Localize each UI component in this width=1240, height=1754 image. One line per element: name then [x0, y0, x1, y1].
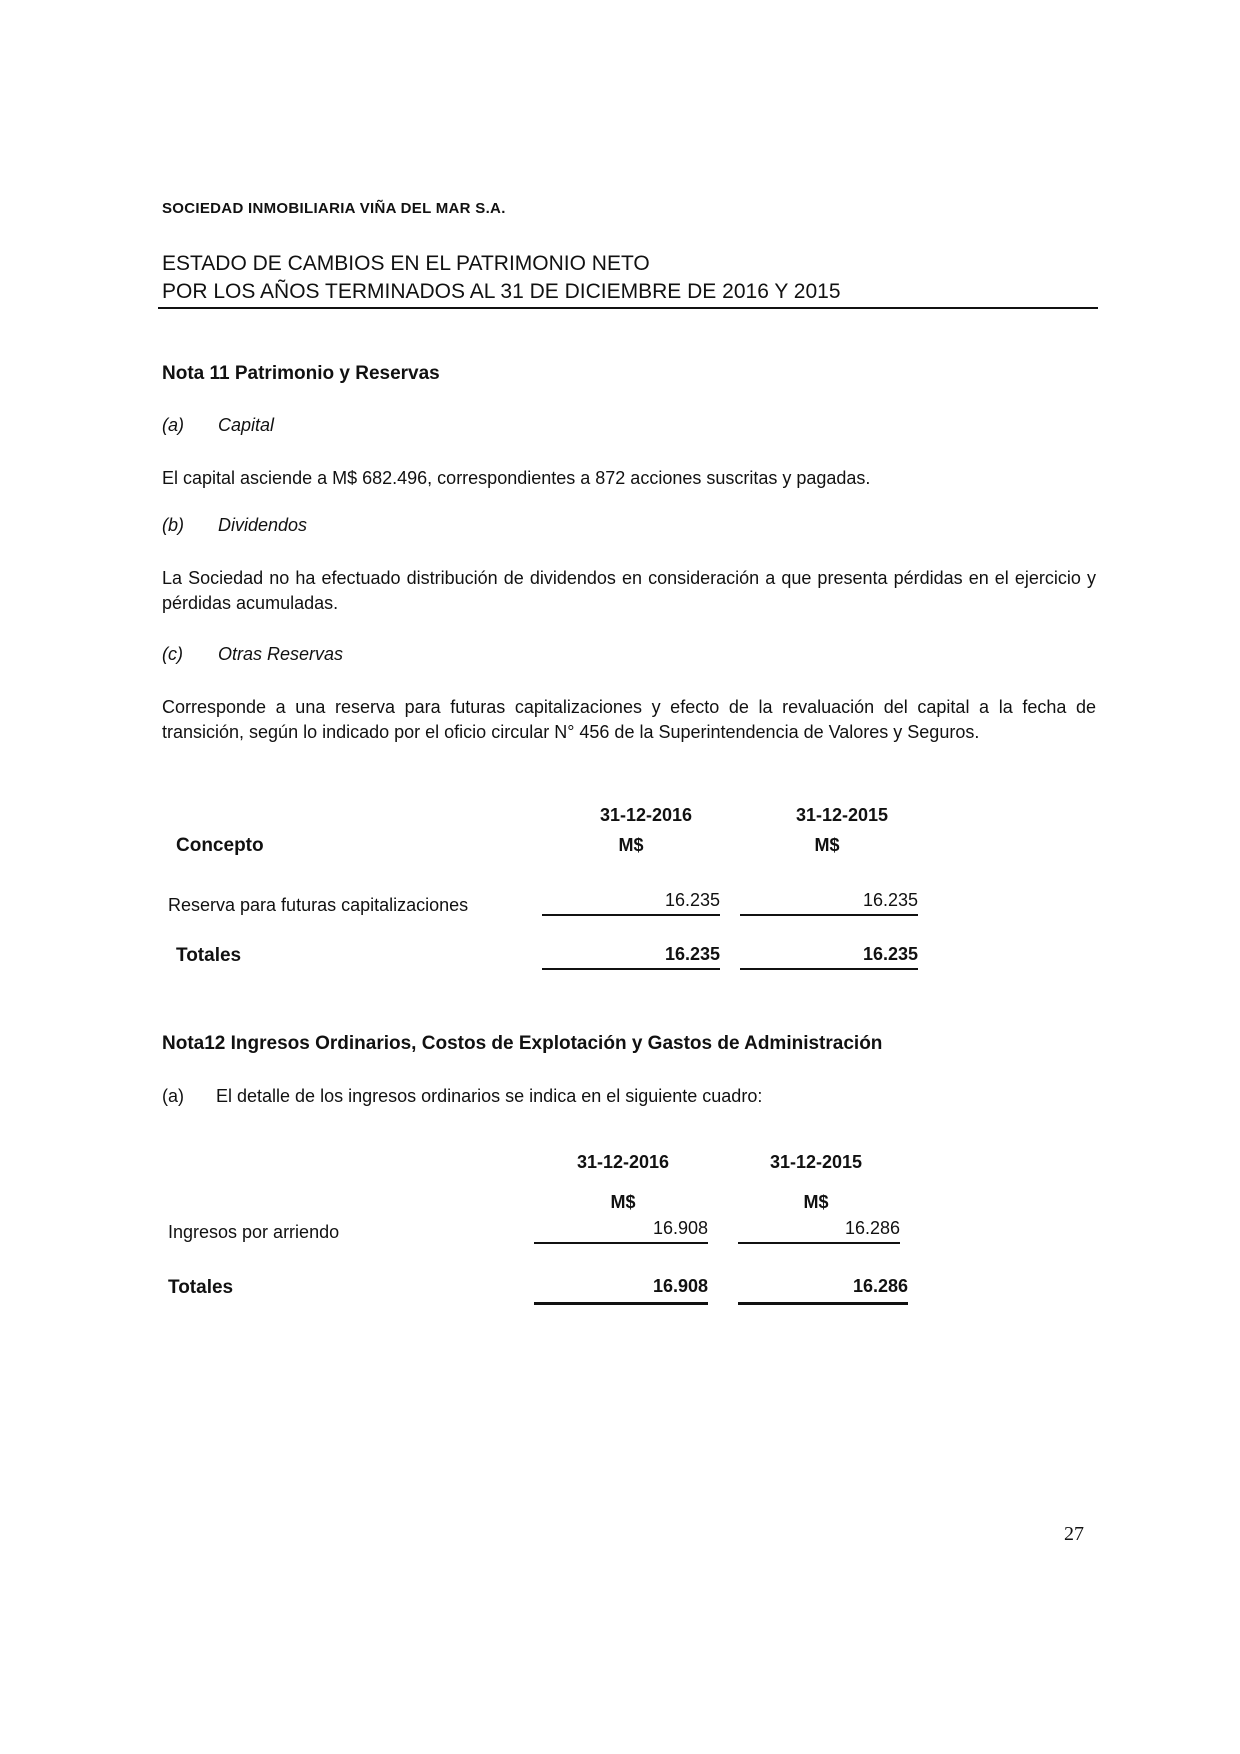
nota12-heading: Nota12 Ingresos Ordinarios, Costos de Explotación y Gastos de Administración [162, 1033, 883, 1054]
page-number: 27 [1064, 1523, 1084, 1545]
table2-row-value-2015: 16.286 [738, 1218, 900, 1244]
nota11-a-subheading [162, 415, 274, 436]
nota11-c-title: Otras Reservas [218, 644, 344, 664]
table1-total-value-2016: 16.235 [542, 944, 720, 970]
table2-total-value-2015: 16.286 [738, 1276, 908, 1305]
table1-col2-unit: M$ [814, 835, 840, 855]
nota11-c-paragraph: Corresponde a una reserva para futuras capitalizaciones y efecto de la revaluación del capital a la fecha de transición, según lo indicado por el oficio circular N° 456 de la Superintendencia de Valores y Seguros. [162, 697, 1096, 742]
nota11-b-subheading [162, 515, 307, 536]
statement-title: ESTADO DE CAMBIOS EN EL PATRIMONIO NETO [162, 252, 650, 275]
table1-row-value-2016: 16.235 [542, 890, 720, 916]
table2-row-value-2016: 16.908 [534, 1218, 708, 1244]
table2-col2-unit: M$ [803, 1192, 829, 1212]
nota11-a-title: Capital [218, 415, 275, 435]
header-divider [158, 307, 1098, 309]
nota11-a-label: (a) [162, 415, 184, 435]
company-name: SOCIEDAD INMOBILIARIA VIÑA DEL MAR S.A. [162, 200, 506, 217]
table2-total-value-2016: 16.908 [534, 1276, 708, 1305]
table1-col1-unit: M$ [618, 835, 644, 855]
table2-col2-date: 31-12-2015 [769, 1152, 863, 1172]
table2-col1-unit: M$ [610, 1192, 636, 1212]
table2-row-label: Ingresos por arriendo [168, 1222, 340, 1242]
table1-row-label: Reserva para futuras capitalizaciones [168, 895, 469, 915]
nota11-c-subheading [162, 644, 343, 665]
table1-total-label: Totales [176, 945, 242, 966]
nota11-b-label: (b) [162, 515, 184, 535]
nota11-b-paragraph: La Sociedad no ha efectuado distribución de dividendos en consideración a que presenta pérdidas en el ejercicio y pérdidas acumuladas. [162, 568, 1096, 613]
nota11-c-label: (c) [162, 644, 183, 664]
table1-total-value-2015: 16.235 [740, 944, 918, 970]
statement-subtitle: POR LOS AÑOS TERMINADOS AL 31 DE DICIEMBRE DE 2016 Y 2015 [162, 280, 841, 303]
nota12-a-text: El detalle de los ingresos ordinarios se indica en el siguiente cuadro: [216, 1086, 763, 1106]
table2-col1-date: 31-12-2016 [576, 1152, 670, 1172]
table1-col1-date: 31-12-2016 [599, 805, 693, 825]
nota11-b-title: Dividendos [218, 515, 308, 535]
nota12-a-line [162, 1084, 762, 1109]
table2-total-label: Totales [168, 1277, 234, 1298]
table1-col2-date: 31-12-2015 [795, 805, 889, 825]
nota11-heading: Nota 11 Patrimonio y Reservas [162, 363, 440, 384]
nota11-a-paragraph: El capital asciende a M$ 682.496, correspondientes a 872 acciones suscritas y pagadas. [162, 468, 871, 488]
nota12-a-label: (a) [162, 1086, 184, 1106]
table1-concept-header: Concepto [176, 835, 264, 856]
table1-row-value-2015: 16.235 [740, 890, 918, 916]
